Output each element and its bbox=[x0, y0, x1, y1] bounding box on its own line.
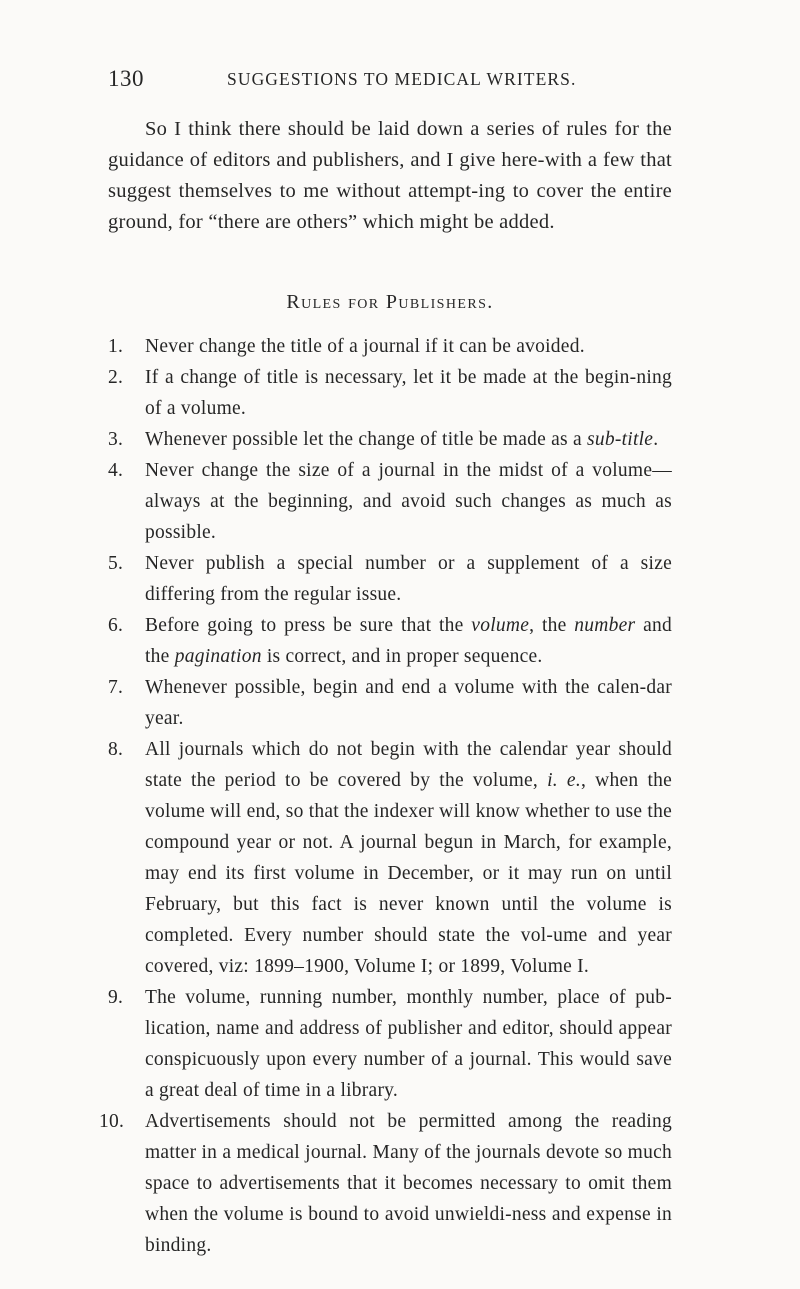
section-heading: Rules for Publishers. bbox=[286, 291, 494, 313]
rule-text-italic: number bbox=[574, 615, 636, 636]
rule-text-italic: pagination bbox=[174, 646, 262, 667]
rule-item bbox=[108, 982, 672, 1106]
page-number: 130 bbox=[108, 66, 144, 91]
rule-item bbox=[108, 362, 672, 424]
rule-item bbox=[108, 455, 672, 548]
rule-number: 8. bbox=[108, 739, 124, 760]
rule-text bbox=[145, 424, 672, 455]
rule-text-segment: and the bbox=[145, 615, 672, 667]
rule-text-segment: is correct, and in proper sequence. bbox=[261, 646, 543, 667]
rule-number: 5. bbox=[108, 553, 124, 574]
rule-text-italic: volume bbox=[471, 615, 530, 636]
rule-number: 3. bbox=[108, 429, 124, 450]
rule-item bbox=[108, 548, 672, 610]
rule-text-segment: All journals which do not begin with the calendar year should state the period to be covered by the volume, bbox=[145, 739, 672, 791]
rule-number: 10. bbox=[99, 1111, 125, 1132]
rule-text-segment: , when the volume will end, so that the indexer will know whether to use the compound year or not. A journal begun in March, for example, may end its first volume in December, or it may run on until February, but this fact is never known until the volume is completed. Every number should state the vol-ume and year covered, viz: 1899–1900, Volume I; or 1899, Volume I. bbox=[145, 770, 673, 977]
rule-text-segment: , the bbox=[529, 615, 575, 636]
rule-number: 1. bbox=[108, 336, 124, 357]
rule-item bbox=[108, 734, 672, 982]
rule-text bbox=[145, 734, 672, 982]
rule-text-italic: i. e. bbox=[547, 770, 581, 791]
rule-text: Whenever possible, begin and end a volume with the calen-dar year. bbox=[145, 677, 672, 729]
rule-item bbox=[108, 672, 672, 734]
rule-text: Advertisements should not be permitted among the reading matter in a medical journal. Many of the journals devote so much space to advertisements that it becomes necessary to omit them when the volume is bound to avoid unwieldi-ness and expense in binding. bbox=[145, 1111, 672, 1256]
running-head bbox=[108, 66, 668, 98]
rule-text: Never publish a special number or a supplement of a size differing from the regular issue. bbox=[145, 553, 672, 605]
running-title: SUGGESTIONS TO MEDICAL WRITERS. bbox=[227, 69, 577, 89]
rule-text-segment: Whenever possible let the change of title be made as a bbox=[145, 429, 588, 450]
rule-text-italic: sub-title bbox=[587, 429, 654, 450]
rule-item bbox=[108, 331, 672, 362]
rule-number: 4. bbox=[108, 460, 124, 481]
rule-text: Never change the size of a journal in the midst of a volume—always at the beginning, and avoid such changes as much as possible. bbox=[145, 460, 672, 543]
rules-list bbox=[99, 331, 673, 1261]
rule-number: 6. bbox=[108, 615, 124, 636]
rule-text-segment: . bbox=[653, 429, 659, 450]
rule-text: The volume, running number, monthly number, place of pub-lication, name and address of publisher and editor, should appear conspicuously upon every number of a journal. This would save a great deal of time in a library. bbox=[145, 987, 672, 1101]
rule-number: 7. bbox=[108, 677, 124, 698]
rule-item bbox=[108, 610, 672, 672]
rule-item bbox=[99, 1106, 672, 1261]
intro-paragraph: So I think there should be laid down a series of rules for the guidance of editors and publishers, and I give here-with a few that suggest themselves to me without attempt-ing to cover the entire ground, for “there are others” which might be added. bbox=[108, 118, 672, 233]
rule-number: 2. bbox=[108, 367, 124, 388]
rule-text: If a change of title is necessary, let it be made at the begin-ning of a volume. bbox=[145, 367, 672, 419]
rule-text: Never change the title of a journal if it can be avoided. bbox=[145, 336, 585, 357]
rule-text-segment: Before going to press be sure that the bbox=[145, 615, 472, 636]
rule-text bbox=[145, 610, 672, 672]
rule-number: 9. bbox=[108, 987, 124, 1008]
rule-item bbox=[108, 424, 672, 455]
